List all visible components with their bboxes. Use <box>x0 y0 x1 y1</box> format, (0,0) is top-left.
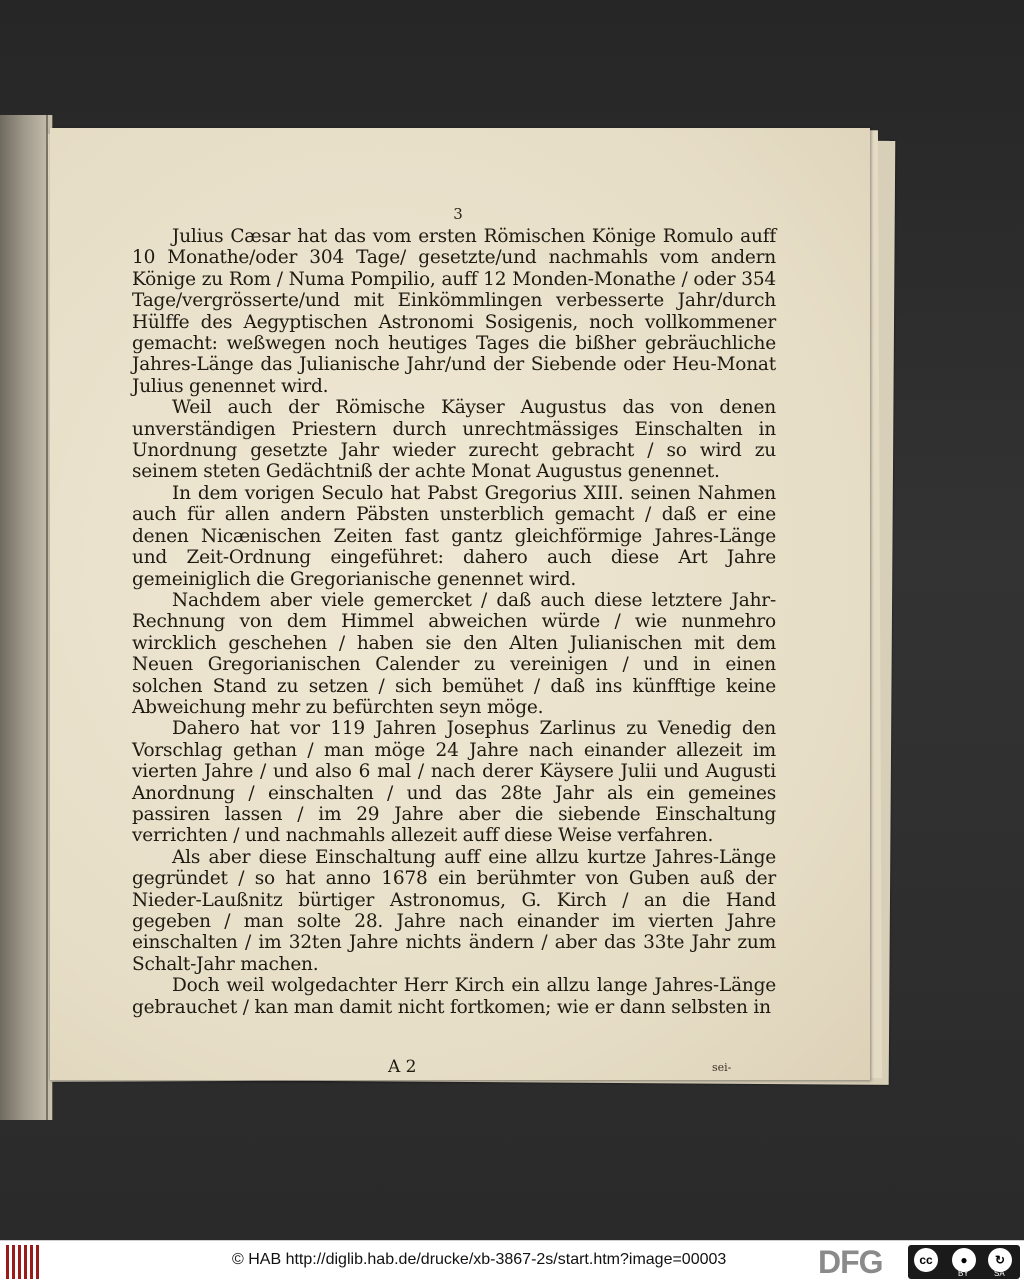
share-alike-icon: ↻ <box>988 1248 1012 1272</box>
paragraph-gregorius: In dem vorigen Seculo hat Pabst Gregorius XIII. seinen Nahmen auch für allen andern Päbsten unsterblich gemacht / daß er eine denen Nicænischen Zeiten fast gantz gleichförmige Jahres-Länge und Zeit-Ordnung eingeführet: dahero auch diese Art Jahre gemeiniglich die Gregorianische genennet wird. <box>132 482 776 590</box>
person-icon: ● <box>952 1248 976 1272</box>
paragraph-kirch: Als aber diese Einschaltung auff eine allzu kurtze Jahres-Länge gegründet / so hat anno 1678 ein berühmter von Guben auß der Nieder-Laußnitz bürtiger Astronomus, G. Kirch / an die Hand gegeben / man solte 28. Jahre nach einander im vierten Jahre einschalten / im 32ten Jahre nichts ändern / aber das 33te Jahr zum Schalt-Jahr machen. <box>132 846 776 975</box>
paragraph-augustus: Weil auch der Römische Käyser Augustus das von denen unverständigen Priestern durch unrechtmässiges Einschalten in Unordnung gesetzte Jahr wieder zurecht gebracht / so wird zu seinem steten Gedächtniß der achte Monat Augustus genennet. <box>132 397 776 483</box>
signature-mark: A 2 <box>388 1057 417 1077</box>
by-label: BY <box>958 1269 969 1278</box>
viewer-footer <box>0 1240 1024 1283</box>
copyright-link[interactable]: © HAB http://diglib.hab.de/drucke/xb-3867-2s/start.htm?image=00003 <box>232 1251 727 1268</box>
sa-label: SA <box>994 1269 1005 1278</box>
paragraph-julius-caesar: Julius Cæsar hat das vom ersten Römischen Könige Romulo auff 10 Monathe/oder 304 Tage/ gesetzte/und nachmahls vom andern Könige zu Rom / Numa Pompilio, auff 12 Monden-Monathe / oder 354 Tage/vergrösserte/und mit Einkömmlingen verbesserte Jahr/durch Hülffe des Aegyptischen Astronomi Sosigenis, noch vollkommener gemacht: weßwegen noch heutiges Tages die bißher gebräuchliche Jahres-Länge das Julianische Jahr/und der Siebende oder Heu-Monat Julius genennet wird. <box>132 226 776 397</box>
page-text <box>132 226 776 1018</box>
page-number: 3 <box>453 205 463 223</box>
paragraph-julian-gregorian: Nachdem aber viele gemercket / daß auch diese letztere Jahr-Rechnung von dem Himmel abweichen würde / wie nunmehro wircklich geschehen / haben sie den Alten Julianischen mit dem Neuen Gregorianischen Calender zu vereinigen / und in einen solchen Stand zu setzen / sich bemühet / daß ins künfftige keine Abweichung mehr zu befürchten seyn möge. <box>132 589 776 718</box>
dfg-logo-icon[interactable]: DFG <box>818 1244 883 1280</box>
paragraph-kirch-continued: Doch weil wolgedachter Herr Kirch ein allzu lange Jahres-Länge gebrauchet / kan man damit nicht fortkomen; wie er dann selbsten in <box>132 975 776 1018</box>
adjacent-page-edge <box>0 115 53 1120</box>
catchword: sei- <box>712 1061 732 1074</box>
cc-by-sa-icon[interactable] <box>908 1245 1020 1279</box>
cc-icon: cc <box>914 1248 938 1272</box>
hab-logo-icon[interactable] <box>6 1245 42 1279</box>
paragraph-zarlinus: Dahero hat vor 119 Jahren Josephus Zarlinus zu Venedig den Vorschlag gethan / man möge 24 Jahre nach einander allezeit im vierten Jahre / und also 6 mal / nach derer Käysere Julii und Augusti Anordnung / einschalten / und das 28te Jahr als ein gemeines passiren lassen / im 29 Jahre aber die siebende Einschaltung verrichten / und nachmahls allezeit auff diese Weise verfahren. <box>132 718 776 847</box>
